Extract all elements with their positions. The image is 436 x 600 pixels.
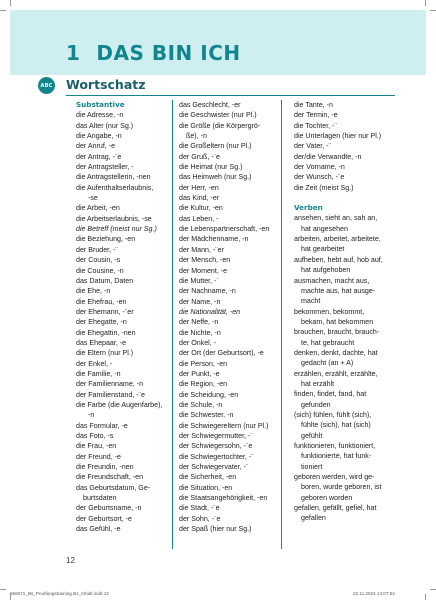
vocab-entry: der Anruf, -e <box>76 142 116 151</box>
column-divider <box>281 100 282 549</box>
vocab-entry: der Gruß, -¨e <box>179 152 220 161</box>
vocab-entry: die Cousine, -n <box>76 266 124 275</box>
vocab-entry: arbeiten, arbeitet, arbeitete, <box>294 235 381 244</box>
vocab-entry: die Adresse, -n <box>76 111 124 120</box>
column-3 <box>284 100 395 549</box>
nouns-list-3 <box>284 100 395 193</box>
crop-mark <box>0 10 6 11</box>
vocab-entry: hat angesehen <box>301 224 348 233</box>
vocab-entry: die Schule, -n <box>179 400 223 409</box>
vocab-entry: die Heimat (nur Sg.) <box>179 163 243 172</box>
vocab-entry: gedacht (an + A) <box>301 359 354 368</box>
vocab-entry: der Moment, -e <box>179 266 228 275</box>
vocab-entry: die Arbeit, -en <box>76 204 120 213</box>
vocab-entry: tioniert <box>301 462 323 471</box>
vocab-entry: das Alter (nur Sg.) <box>76 121 134 130</box>
vocab-entry: erzählen, erzählt, erzählte, <box>294 369 378 378</box>
vocab-entry: die Größe (die Körpergrö- <box>179 121 261 130</box>
vocab-entry: der Familienname, -n <box>76 380 144 389</box>
column-2 <box>175 100 279 549</box>
vocab-entry: te, hat gebraucht <box>301 338 355 347</box>
vocab-entry: hat aufgehoben <box>301 266 351 275</box>
vocab-entry: die Situation, -en <box>179 483 233 492</box>
vocab-entry: die Sicherheit, -en <box>179 473 237 482</box>
vocab-entry: der Bruder, -¨ <box>76 245 118 254</box>
vocab-entry: die Kultur, -en <box>179 204 223 213</box>
vocab-entry: die Eltern (nur Pl.) <box>76 349 134 358</box>
column-1 <box>66 100 170 549</box>
vocab-entry: das Heimweh (nur Sg.) <box>179 173 252 182</box>
crop-mark <box>430 10 436 11</box>
vocab-entry: der Punkt, -e <box>179 369 220 378</box>
vocab-entry: machte aus, hat ausge- <box>301 286 376 295</box>
chapter-heading <box>66 41 241 65</box>
vocab-entry: die Mutter, -¨ <box>179 276 219 285</box>
vocab-entry: finden, findet, fand, hat <box>294 390 367 399</box>
chapter-title: DAS BIN ICH <box>96 41 241 65</box>
vocab-entry: die Tante, -n <box>294 101 333 109</box>
abc-badge-icon: ABC <box>38 77 55 94</box>
vocab-entry: die Ehefrau, -en <box>76 297 127 306</box>
vocab-entry: funktionieren, funktioniert, <box>294 442 376 450</box>
vocab-entry: die Staatsangehörigkeit, -en <box>179 494 268 503</box>
vocab-entry: die Freundin, -nen <box>76 463 134 472</box>
vocab-entry: der Mann, -¨er <box>179 245 224 254</box>
vocab-entry: die Arbeitserlaubnis, -se <box>76 214 152 223</box>
vocab-entry: der Ehegatte, -n <box>76 318 127 327</box>
vocab-entry: bekommen, bekommt, <box>294 307 365 316</box>
vocab-entry: die Unterlagen (hier nur Pl.) <box>294 132 382 141</box>
vocab-entry: die Freundschaft, -en <box>76 473 144 482</box>
vocab-entry: hat erzählt <box>301 379 335 388</box>
vocab-entry: boren, wurde geboren, ist <box>301 483 382 492</box>
vocab-entry: gefallen, gefällt, gefiel, hat <box>294 504 377 513</box>
crop-mark <box>425 0 426 6</box>
nouns-heading: Substantive <box>76 100 125 109</box>
vocab-entry: der Ort (der Geburtsort), -e <box>179 349 264 358</box>
vocab-entry: das Datum, Daten <box>76 276 134 285</box>
vocab-entry: -se <box>88 194 98 203</box>
crop-mark <box>0 589 6 590</box>
vocab-entry: die Ehegattin, -nen <box>76 328 136 337</box>
footer-file-info: 566071_Bs_Pruefungstraining B1_Inhalt.indd 12 <box>10 591 109 596</box>
vocab-entry: das Foto, -s <box>76 432 114 440</box>
vocab-entry: funktionierte, hat funk- <box>301 452 372 461</box>
vocab-entry: aufheben, hebt auf, hob auf, <box>294 255 383 264</box>
vocab-entry: der Herr, -en <box>179 183 219 192</box>
vocab-entry: das Ehepaar, -e <box>76 338 127 347</box>
vocab-entry: macht <box>301 297 321 306</box>
vocab-entry: der Antragsteller, - <box>76 163 134 172</box>
vocab-entry: fühlte (sich), hat (sich) <box>301 421 371 430</box>
vocab-entry: die Betreff (meist nur Sg.) <box>76 225 157 234</box>
vocab-entry: ausmachen, macht aus, <box>294 276 370 285</box>
vocab-entry: der Onkel, - <box>179 338 217 347</box>
vocab-entry: die Ehe, -n <box>76 287 111 296</box>
section-rule <box>66 95 395 96</box>
vocab-entry: der Wunsch, -¨e <box>294 173 345 182</box>
vocab-entry: das Kind, -er <box>179 194 220 203</box>
crop-mark <box>10 0 11 6</box>
vocab-entry: die Angabe, -n <box>76 132 122 141</box>
vocab-entry: (sich) fühlen, fühlt (sich), <box>294 410 372 419</box>
vocab-entry: geboren worden <box>301 493 353 502</box>
vocab-entry: das Geburtsdatum, Ge- <box>76 483 151 492</box>
vocab-entry: die Lebenspartnerschaft, -en <box>179 225 270 234</box>
vocab-entry: gefunden <box>301 400 331 409</box>
vocab-entry: der Termin, -e <box>294 111 338 120</box>
vocab-entry: der Nachname, -n <box>179 287 236 296</box>
vocab-entry: der Ehemann, -¨er <box>76 307 134 316</box>
vocab-entry: die Zeit (meist Sg.) <box>294 183 354 192</box>
vocab-entry: der Sohn, -¨e <box>179 514 221 523</box>
vocab-entry: brauchen, braucht, brauch- <box>294 328 380 337</box>
vocab-entry: die Nationalität, -en <box>179 307 241 316</box>
vocab-entry: ansehen, sieht an, sah an, <box>294 214 378 223</box>
nouns-list-1 <box>66 110 170 534</box>
vocab-entry: die Region, -en <box>179 380 228 389</box>
vocab-entry: der/die Verwandte, -n <box>294 152 362 161</box>
vocab-entry: der Geburtsort, -e <box>76 514 132 523</box>
vocab-entry: geboren werden, wird ge- <box>294 473 375 482</box>
vocab-entry: die Nichte, -n <box>179 328 221 337</box>
vocab-entry: die Stadt, -¨e <box>179 504 220 513</box>
vocab-entry: die Antragstellerin, -nen <box>76 173 151 182</box>
vocab-entry: der Enkel, - <box>76 359 113 368</box>
vocab-entry: die Beziehung, -en <box>76 235 136 244</box>
vocab-entry: der Neffe, -n <box>179 318 219 327</box>
vocab-entry: der Cousin, -s <box>76 256 121 265</box>
nouns-list-2 <box>175 100 279 534</box>
vocab-entry: der Schwiegermutter, -¨ <box>179 432 253 440</box>
vocab-entry: die Tochter, -¨ <box>294 121 337 130</box>
verbs-list <box>284 213 395 523</box>
vocab-entry: gefallen <box>301 514 326 523</box>
vocab-entry: die Farbe (die Augenfarbe), <box>76 400 163 409</box>
vocab-entry: der Familienstand, -¨e <box>76 390 145 399</box>
vocab-entry: das Formular, -e <box>76 421 128 430</box>
vocab-entry: die Schwiegereltern (nur Pl.) <box>179 421 269 430</box>
vocab-entry: die Schwester, -n <box>179 411 234 420</box>
vocab-entry: der Vater, -¨ <box>294 142 331 151</box>
vocab-entry: burtsdaten <box>83 494 117 503</box>
vocab-entry: die Aufenthaltserlaubnis, <box>76 183 154 192</box>
vocab-entry: der Antrag, -¨e <box>76 152 122 161</box>
footer-timestamp: 22.11.2024 14:07:54 <box>353 591 395 596</box>
vocab-entry: der Mädchenname, -n <box>179 235 249 244</box>
vocab-entry: die Familie, -n <box>76 369 121 378</box>
vocab-entry: denken, denkt, dachte, hat <box>294 348 378 357</box>
vocab-entry: die Schwiegertochter, -¨ <box>179 452 254 461</box>
vocab-entry: der Geburtsname, -n <box>76 504 142 513</box>
vocab-entry: der Freund, -e <box>76 452 121 461</box>
vocab-entry: die Großeltern (nur Pl.) <box>179 142 252 151</box>
vocab-entry: ße), -n <box>186 132 207 141</box>
vocab-entry: der Spaß (hier nur Sg.) <box>179 525 252 534</box>
vocab-entry: gefühlt <box>301 431 323 440</box>
vocab-entry: der Mensch, -en <box>179 256 231 265</box>
vocab-entry: die Person, -en <box>179 359 228 368</box>
vocab-entry: hat gearbeitet <box>301 245 345 254</box>
vocab-entry: die Frau, -en <box>76 442 117 451</box>
vocab-entry: der Schwiegervater, -¨ <box>179 463 249 472</box>
vocab-entry: der Name, -n <box>179 297 221 306</box>
vocab-entry: -n <box>88 411 95 420</box>
section-title: Wortschatz <box>66 77 146 92</box>
vocab-entry: der Vorname, -n <box>294 163 345 172</box>
chapter-number: 1 <box>66 41 81 65</box>
crop-mark <box>425 594 426 600</box>
vocab-entry: die Geschwister (nur Pl.) <box>179 111 257 120</box>
vocab-entry: bekam, hat bekommen <box>301 317 374 326</box>
page-number: 12 <box>66 556 75 565</box>
verbs-heading: Verben <box>294 203 323 213</box>
vocab-entry: das Geschlecht, -er <box>179 101 241 109</box>
vocab-entry: das Leben, - <box>179 214 219 223</box>
vocab-entry: die Scheidung, -en <box>179 390 239 399</box>
vocab-entry: das Gefühl, -e <box>76 525 121 534</box>
vocab-entry: der Schwiegersohn, -¨e <box>179 442 253 451</box>
crop-mark <box>430 589 436 590</box>
column-divider <box>172 100 173 549</box>
